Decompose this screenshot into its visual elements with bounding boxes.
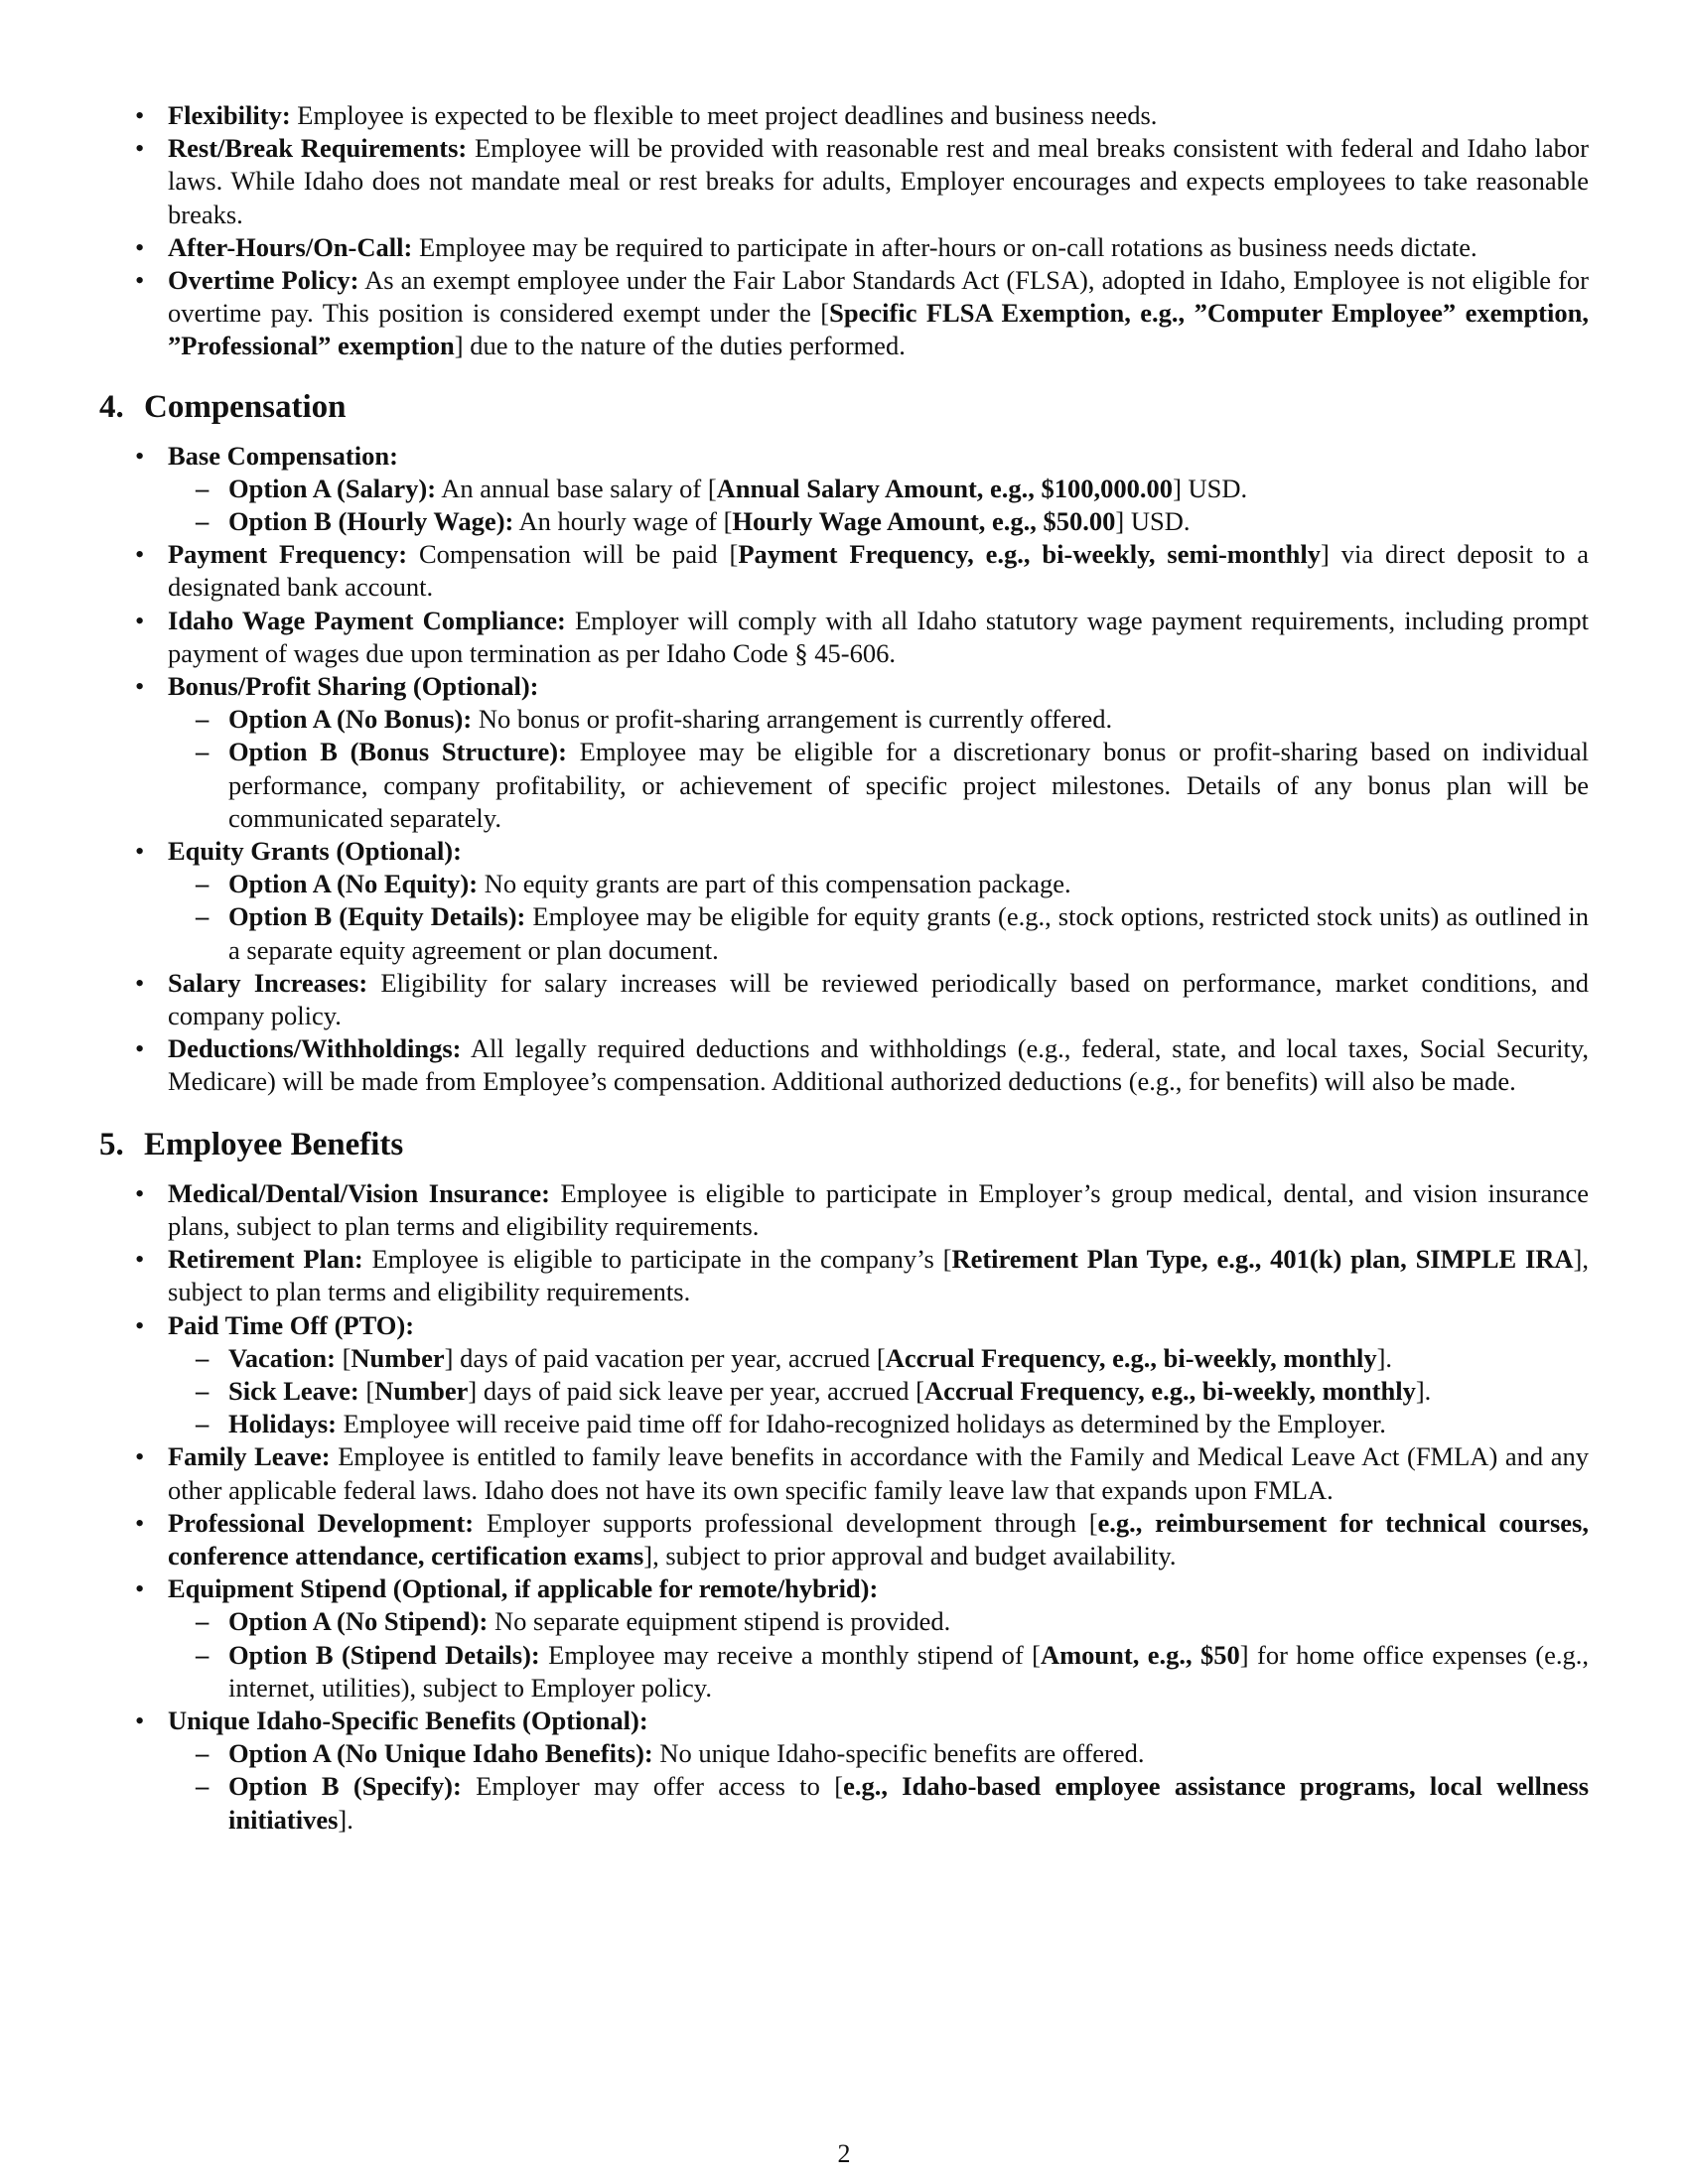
item-label: Deductions/Withholdings: xyxy=(168,1033,462,1064)
sub-item-option-a xyxy=(168,1605,1589,1638)
item-text: Compensation will be paid [ xyxy=(418,539,739,570)
item-text: Employee is eligible to participate in Employer’s group medical, dental, and vision insurance plans, subject to plan terms and eligibility requirements. xyxy=(168,1177,1590,1241)
item-text: ], subject to plan terms and eligibility requirements. xyxy=(168,1244,1589,1307)
list-item-equity xyxy=(99,835,1589,967)
item-text: An annual base salary of [ xyxy=(441,473,717,503)
item-text: No equity grants are part of this compensation package. xyxy=(484,869,1071,899)
placeholder-text: Amount, e.g., $50 xyxy=(1040,1639,1240,1670)
item-label: Option B (Equity Details): xyxy=(228,901,526,932)
item-text: [ xyxy=(365,1375,375,1406)
list-item-rest-break xyxy=(99,132,1589,231)
item-text: Employee will be provided with reasonable rest and meal breaks consistent with federal and Idaho labor laws. While Idaho does not mandate meal or rest breaks for adults, Employer encourages and expects employees to take reasonable breaks. xyxy=(168,133,1589,229)
item-label: Paid Time Off (PTO): xyxy=(168,1309,415,1340)
list-item-payment-frequency xyxy=(99,538,1589,604)
item-text: ]. xyxy=(338,1804,353,1835)
sub-item-sick-leave xyxy=(168,1375,1589,1408)
item-text: ] via direct deposit to a designated bank account. xyxy=(168,539,1589,603)
item-label: Vacation: xyxy=(228,1342,336,1373)
item-label: Unique Idaho-Specific Benefits (Optional): xyxy=(168,1705,648,1735)
placeholder-text: Retirement Plan Type, e.g., 401(k) plan, SIMPLE IRA xyxy=(951,1244,1574,1275)
item-label: Retirement Plan: xyxy=(168,1244,363,1275)
section-number: 4. xyxy=(99,388,124,425)
sub-item-option-a xyxy=(168,703,1589,736)
item-text: No separate equipment stipend is provided. xyxy=(494,1606,951,1637)
item-label: Salary Increases: xyxy=(168,967,368,998)
item-text: ] due to the nature of the duties performed. xyxy=(454,331,906,361)
item-label: Flexibility: xyxy=(168,100,291,130)
list-item-idaho-wage xyxy=(99,605,1589,670)
item-label: Professional Development: xyxy=(168,1507,475,1538)
item-label: Overtime Policy: xyxy=(168,265,359,296)
sub-list xyxy=(168,703,1589,835)
placeholder-text: Annual Salary Amount, e.g., $100,000.00 xyxy=(716,473,1174,503)
item-text: An hourly wage of [ xyxy=(518,506,733,537)
item-label: Sick Leave: xyxy=(228,1375,359,1406)
placeholder-text: e.g., Idaho-based employee assistance programs, local wellness initiatives xyxy=(228,1771,1590,1835)
placeholder-text: Payment Frequency, e.g., bi-weekly, semi-monthly xyxy=(738,539,1322,570)
item-text: [ xyxy=(342,1342,352,1373)
item-label: Base Compensation: xyxy=(168,440,398,471)
item-text: Employee is expected to be flexible to meet project deadlines and business needs. xyxy=(297,100,1158,130)
sub-list xyxy=(168,473,1589,538)
placeholder-text: Accrual Frequency, e.g., bi-weekly, monthly xyxy=(885,1342,1377,1373)
sub-item-option-b xyxy=(168,1639,1589,1705)
sub-list xyxy=(168,1605,1589,1705)
section-title: Compensation xyxy=(144,388,347,425)
item-text: ] USD. xyxy=(1115,506,1191,537)
list-item-bonus xyxy=(99,670,1589,835)
item-label: Option A (No Equity): xyxy=(228,869,479,899)
item-label: Option A (No Bonus): xyxy=(228,704,473,735)
item-text: As an exempt employee under the Fair Labor Standards Act (FLSA), adopted in Idaho, Employee is not eligible for overtime pay. This position is considered exempt under the [ xyxy=(168,265,1589,329)
sub-item-holidays xyxy=(168,1408,1589,1440)
list-item-flexibility xyxy=(99,99,1589,132)
item-text: Employee may receive a monthly stipend of [ xyxy=(548,1639,1041,1670)
item-label: Option A (No Unique Idaho Benefits): xyxy=(228,1738,653,1769)
page-number: 2 xyxy=(837,2139,851,2168)
document-body xyxy=(99,99,1589,1837)
sub-list xyxy=(168,1737,1589,1837)
item-label: Option B (Hourly Wage): xyxy=(228,506,514,537)
item-text: Employer will comply with all Idaho statutory wage payment requirements, including prompt payment of wages due upon termination as per Idaho Code § 45-606. xyxy=(168,605,1589,668)
section-number: 5. xyxy=(99,1126,124,1162)
item-text: Employee may be required to participate in after-hours or on-call rotations as business needs dictate. xyxy=(418,231,1477,262)
sub-item-option-b xyxy=(168,505,1589,538)
placeholder-text: Accrual Frequency, e.g., bi-weekly, monthly xyxy=(923,1375,1416,1406)
item-text: ] for home office expenses (e.g., internet, utilities), subject to Employer policy. xyxy=(228,1639,1590,1703)
sub-item-option-b xyxy=(168,1770,1589,1836)
item-label: Equity Grants (Optional): xyxy=(168,836,462,867)
item-text: No unique Idaho-specific benefits are offered. xyxy=(659,1738,1145,1769)
list-item-medical xyxy=(99,1177,1589,1243)
item-text: Employee is eligible to participate in the company’s [ xyxy=(371,1244,952,1275)
placeholder-text: Specific FLSA Exemption, e.g., ”Computer Employee” exemption, ”Professional” exemption xyxy=(168,298,1589,361)
item-label: Option B (Bonus Structure): xyxy=(228,737,567,767)
item-text: Employee is entitled to family leave benefits in accordance with the Family and Medical Leave Act (FMLA) and any other applicable federal laws. Idaho does not have its own specific family leave law that expands upon FMLA. xyxy=(168,1441,1590,1505)
item-label: Option A (No Stipend): xyxy=(228,1606,489,1637)
item-label: Option B (Stipend Details): xyxy=(228,1639,540,1670)
sub-list xyxy=(168,1342,1589,1441)
item-label: Idaho Wage Payment Compliance: xyxy=(168,605,566,635)
list-item-professional-development xyxy=(99,1507,1589,1572)
list-item-pto xyxy=(99,1309,1589,1441)
benefits-list xyxy=(99,1177,1589,1837)
sub-item-option-a xyxy=(168,473,1589,505)
section-title: Employee Benefits xyxy=(144,1126,404,1162)
item-text: All legally required deductions and withholdings (e.g., federal, state, and local taxes, Social Security, Medicare) will be made from Employee’s compensation. Additional authorized deductions (e.g., for benefits) will also be made. xyxy=(168,1033,1589,1097)
item-label: Bonus/Profit Sharing (Optional): xyxy=(168,671,539,702)
list-item-overtime xyxy=(99,264,1589,363)
working-conditions-list xyxy=(99,99,1589,363)
section-heading-employee-benefits xyxy=(99,1125,1589,1164)
item-label: Medical/Dental/Vision Insurance: xyxy=(168,1177,550,1208)
sub-item-option-b xyxy=(168,736,1589,835)
item-label: Payment Frequency: xyxy=(168,539,408,570)
list-item-equipment-stipend xyxy=(99,1572,1589,1705)
item-text: ]. xyxy=(1376,1342,1393,1373)
item-label: Option B (Specify): xyxy=(228,1771,462,1802)
list-item-family-leave xyxy=(99,1440,1589,1506)
list-item-idaho-benefits xyxy=(99,1705,1589,1837)
sub-list xyxy=(168,868,1589,967)
item-label: Rest/Break Requirements: xyxy=(168,133,468,164)
item-text: ]. xyxy=(1415,1375,1432,1406)
list-item-retirement xyxy=(99,1243,1589,1308)
section-heading-compensation xyxy=(99,387,1589,427)
item-label: Holidays: xyxy=(228,1409,337,1439)
item-text: Employee will receive paid time off for Idaho-recognized holidays as determined by the Employer. xyxy=(343,1409,1386,1439)
item-text: Employer supports professional development through [ xyxy=(486,1507,1098,1538)
item-text: ] days of paid sick leave per year, accrued [ xyxy=(468,1375,924,1406)
item-text: Employer may offer access to [ xyxy=(476,1771,844,1802)
item-text: ] USD. xyxy=(1173,473,1248,503)
item-text: Employee may be eligible for equity grants (e.g., stock options, restricted stock units) as outlined in a separate equity agreement or plan document. xyxy=(228,901,1590,965)
sub-item-option-a xyxy=(168,868,1589,900)
item-text: Employee may be eligible for a discretionary bonus or profit-sharing based on individual performance, company profitability, or achievement of specific project milestones. Details of any bonus plan will be communicated separately. xyxy=(228,737,1589,833)
placeholder-text: Hourly Wage Amount, e.g., $50.00 xyxy=(732,506,1116,537)
item-label: Family Leave: xyxy=(168,1441,331,1472)
list-item-after-hours xyxy=(99,231,1589,264)
sub-item-option-b xyxy=(168,900,1589,966)
list-item-base-compensation xyxy=(99,440,1589,539)
item-text: No bonus or profit-sharing arrangement is currently offered. xyxy=(478,704,1113,735)
placeholder-text: Number xyxy=(351,1342,445,1373)
compensation-list xyxy=(99,440,1589,1099)
item-text: ], subject to prior approval and budget availability. xyxy=(643,1540,1177,1570)
list-item-salary-increases xyxy=(99,967,1589,1032)
sub-item-vacation xyxy=(168,1342,1589,1375)
item-text: ] days of paid vacation per year, accrued [ xyxy=(444,1342,886,1373)
item-label: Option A (Salary): xyxy=(228,473,437,503)
placeholder-text: e.g., reimbursement for technical courses, conference attendance, certification exams xyxy=(168,1507,1590,1570)
item-text: Eligibility for salary increases will be reviewed periodically based on performance, market conditions, and company policy. xyxy=(168,967,1590,1031)
list-item-deductions xyxy=(99,1032,1589,1098)
sub-item-option-a xyxy=(168,1737,1589,1770)
placeholder-text: Number xyxy=(374,1375,469,1406)
item-label: Equipment Stipend (Optional, if applicable for remote/hybrid): xyxy=(168,1573,879,1604)
item-label: After-Hours/On-Call: xyxy=(168,231,413,262)
